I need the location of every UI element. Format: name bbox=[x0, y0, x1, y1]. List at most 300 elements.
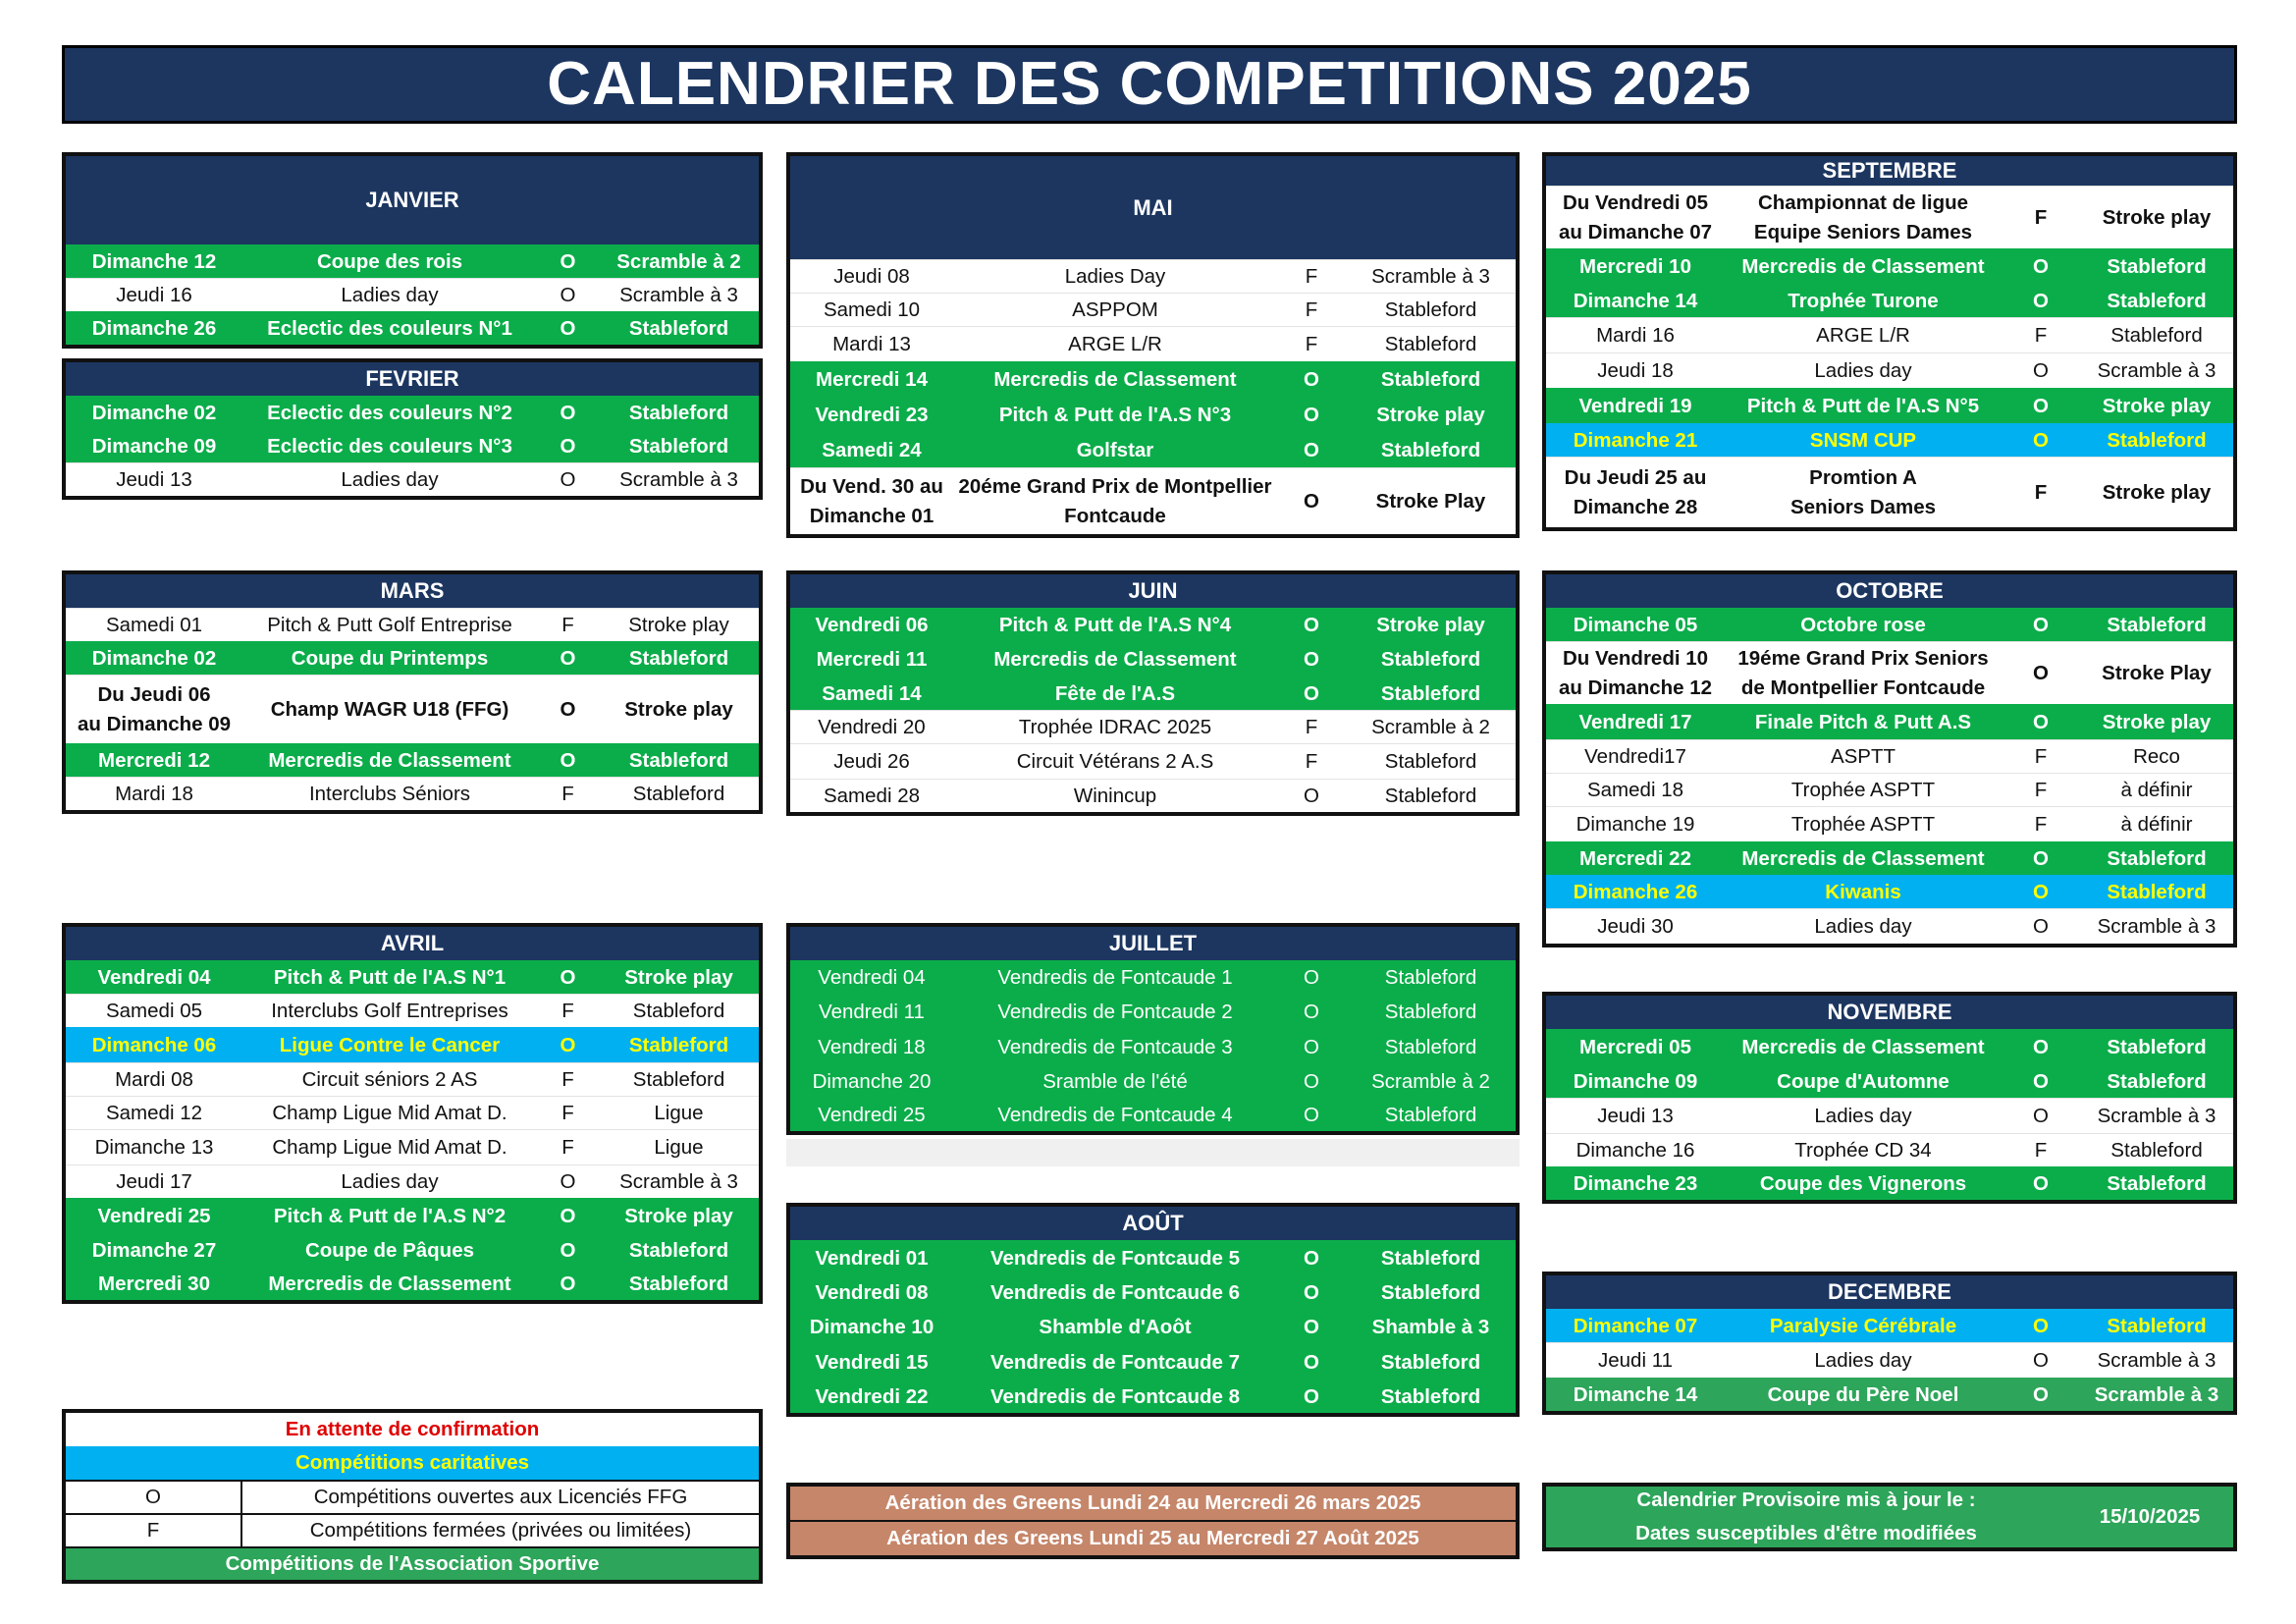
competition-row bbox=[1546, 908, 2233, 944]
competition-event: Fête de l'A.S bbox=[1054, 681, 1176, 705]
month-header: NOVEMBRE bbox=[1546, 996, 2233, 1029]
competition-event: Vendredis de Fontcaude 7 bbox=[989, 1350, 1241, 1374]
competition-format: Stableford bbox=[1384, 298, 1477, 321]
competition-access: O bbox=[560, 283, 576, 306]
competition-format: Scramble à 3 bbox=[2097, 914, 2216, 938]
competition-format: Stableford bbox=[2107, 613, 2207, 636]
competition-row bbox=[790, 1240, 1516, 1275]
competition-event: ASPPOM bbox=[1072, 298, 1158, 321]
competition-format: Stableford bbox=[1384, 749, 1477, 773]
competition-row bbox=[66, 429, 759, 462]
competition-access: F bbox=[561, 1135, 574, 1159]
competition-date: Dimanche 26 bbox=[91, 316, 217, 340]
competition-row bbox=[66, 608, 759, 641]
aeration-august: Aération des Greens Lundi 25 au Mercredi 27 Août 2025 bbox=[790, 1520, 1516, 1555]
competition-format: à définir bbox=[2120, 778, 2193, 801]
competition-event: Coupe d'Automne bbox=[1777, 1069, 1949, 1093]
competition-row bbox=[790, 467, 1516, 534]
competition-access: F bbox=[561, 999, 574, 1022]
competition-access: O bbox=[1304, 1246, 1319, 1270]
competition-access: O bbox=[1304, 367, 1319, 391]
competition-access: O bbox=[2033, 1035, 2049, 1058]
competition-event: Sramble de l'été bbox=[1042, 1069, 1188, 1093]
competition-date: Vendredi 20 bbox=[818, 715, 926, 738]
competition-access: O bbox=[560, 1033, 576, 1056]
competition-access: O bbox=[560, 1169, 576, 1193]
competition-format: Stableford bbox=[1384, 1035, 1477, 1058]
competition-format: Stableford bbox=[2107, 1314, 2207, 1337]
competition-row bbox=[66, 244, 759, 278]
month-juin bbox=[786, 570, 1520, 816]
competition-row bbox=[66, 1233, 759, 1267]
competition-row bbox=[790, 1098, 1516, 1131]
competition-format: Stableford bbox=[1384, 1103, 1477, 1126]
competition-event: Interclubs Séniors bbox=[308, 782, 471, 805]
competition-format: Stableford bbox=[2107, 1069, 2207, 1093]
competition-row bbox=[1546, 641, 2233, 704]
competition-row bbox=[1546, 1133, 2233, 1166]
competition-row bbox=[1546, 248, 2233, 284]
competition-format: Stableford bbox=[1380, 438, 1481, 461]
competition-event: Coupe du Père Noel bbox=[1767, 1382, 1959, 1406]
competition-row bbox=[790, 361, 1516, 397]
competition-format: Stroke play bbox=[1376, 613, 1485, 636]
aeration-march: Aération des Greens Lundi 24 au Mercredi 26 mars 2025 bbox=[790, 1487, 1516, 1520]
competition-format: Stableford bbox=[628, 434, 729, 458]
competition-date: Dimanche 26 bbox=[1573, 880, 1698, 903]
competition-event: ASPTT bbox=[1830, 744, 1896, 768]
competition-access: O bbox=[1304, 1350, 1319, 1374]
competition-format: à définir bbox=[2120, 812, 2193, 836]
competition-format: Stableford bbox=[632, 1067, 725, 1091]
competition-date: Dimanche 20 bbox=[812, 1069, 932, 1093]
competition-date: Dimanche 14 bbox=[1573, 289, 1698, 312]
competition-event: Mercredis de Classement bbox=[268, 1272, 511, 1295]
competition-row bbox=[66, 960, 759, 994]
competition-row bbox=[66, 1096, 759, 1129]
aeration-box bbox=[786, 1483, 1520, 1559]
competition-event: Octobre rose bbox=[1800, 613, 1926, 636]
competition-date: Vendredi 17 bbox=[1578, 710, 1692, 733]
competition-access: F bbox=[561, 1067, 574, 1091]
competition-access: F bbox=[1305, 749, 1318, 773]
competition-format: Stroke play bbox=[624, 965, 733, 989]
competition-date: Jeudi 18 bbox=[1597, 358, 1674, 382]
competition-row bbox=[790, 710, 1516, 743]
competition-access: O bbox=[1304, 403, 1319, 426]
competition-event: Eclectic des couleurs N°1 bbox=[267, 316, 512, 340]
competition-event: Shamble d'Aoôt bbox=[1039, 1315, 1192, 1338]
competition-event: Promtion A Seniors Dames bbox=[1789, 465, 1937, 518]
competition-row bbox=[790, 1344, 1516, 1380]
competition-access: O bbox=[1304, 681, 1319, 705]
competition-date: Vendredi 08 bbox=[815, 1280, 929, 1304]
competition-date: Mardi 16 bbox=[1596, 323, 1675, 347]
competition-date: Samedi 14 bbox=[822, 681, 922, 705]
calendar-update-date: 15/10/2025 bbox=[2099, 1505, 2201, 1528]
competition-event: Eclectic des couleurs N°2 bbox=[267, 401, 512, 424]
competition-row bbox=[790, 1064, 1516, 1098]
competition-date: Vendredi 06 bbox=[815, 613, 929, 636]
competition-access: O bbox=[2033, 1314, 2049, 1337]
competition-access: O bbox=[2033, 289, 2049, 312]
competition-row bbox=[1546, 806, 2233, 841]
competition-date: Mardi 13 bbox=[832, 332, 911, 355]
month-octobre bbox=[1542, 570, 2237, 947]
competition-access: F bbox=[561, 613, 574, 636]
competition-event: Trophée ASPTT bbox=[1790, 778, 1936, 801]
competition-date: Vendredi17 bbox=[1584, 744, 1686, 768]
competition-format: Stableford bbox=[1380, 647, 1481, 671]
competition-row bbox=[66, 396, 759, 429]
competition-row bbox=[1546, 317, 2233, 352]
legend-open bbox=[66, 1480, 759, 1513]
competition-event: Ladies day bbox=[1814, 914, 1912, 938]
separator-bar bbox=[786, 1139, 1520, 1166]
competition-event: Mercredis de Classement bbox=[1741, 254, 1985, 278]
legend-closed-label: Compétitions fermées (privées ou limitées) bbox=[309, 1519, 692, 1542]
competition-access: O bbox=[1304, 1384, 1319, 1408]
competition-event: Coupe des Vignerons bbox=[1759, 1171, 1967, 1195]
competition-row bbox=[1546, 704, 2233, 739]
competition-access: O bbox=[1304, 1315, 1319, 1338]
competition-format: Stableford bbox=[632, 999, 725, 1022]
competition-date: Mercredi 14 bbox=[816, 367, 928, 391]
competition-date: Du Jeudi 25 au Dimanche 28 bbox=[1564, 465, 1707, 518]
competition-row bbox=[66, 994, 759, 1027]
competition-date: Vendredi 04 bbox=[97, 965, 211, 989]
competition-format: Stableford bbox=[1380, 681, 1481, 705]
competition-format: Stroke play bbox=[624, 1204, 733, 1227]
competition-access: F bbox=[2034, 744, 2048, 768]
competition-row bbox=[1546, 1064, 2233, 1098]
competition-format: Stableford bbox=[1380, 1246, 1481, 1270]
competition-access: O bbox=[1304, 965, 1319, 989]
competition-date: Mercredi 05 bbox=[1579, 1035, 1691, 1058]
competition-event: Championnat de ligue Equipe Seniors Dames bbox=[1753, 190, 1973, 244]
competition-event: Coupe du Printemps bbox=[291, 646, 489, 670]
competition-format: Scramble à 3 bbox=[619, 467, 738, 491]
competition-format: Stableford bbox=[2107, 880, 2207, 903]
competition-date: Dimanche 21 bbox=[1573, 428, 1698, 452]
month-decembre bbox=[1542, 1272, 2237, 1415]
month-header: FEVRIER bbox=[66, 362, 759, 396]
competition-date: Du Jeudi 06 au Dimanche 09 bbox=[77, 682, 232, 735]
competition-row bbox=[1546, 1309, 2233, 1342]
competition-row bbox=[66, 641, 759, 675]
competition-format: Stableford bbox=[2107, 289, 2207, 312]
competition-date: Jeudi 11 bbox=[1598, 1348, 1673, 1372]
competition-event: Pitch & Putt de l'A.S N°5 bbox=[1746, 394, 1980, 417]
competition-event: 20éme Grand Prix de Montpellier Fontcaude bbox=[958, 474, 1272, 527]
month-mai bbox=[786, 152, 1520, 538]
competition-date: Mardi 08 bbox=[115, 1067, 193, 1091]
competition-format: Stableford bbox=[1380, 367, 1481, 391]
competition-date: Dimanche 09 bbox=[1573, 1069, 1698, 1093]
competition-event: Coupe des rois bbox=[316, 249, 463, 273]
competition-row bbox=[790, 994, 1516, 1029]
competition-date: Dimanche 12 bbox=[91, 249, 217, 273]
competition-event: Ladies day bbox=[1814, 1104, 1912, 1127]
competition-row bbox=[1546, 423, 2233, 457]
competition-row bbox=[1546, 608, 2233, 641]
competition-date: Du Vendredi 10 au Dimanche 12 bbox=[1558, 646, 1713, 699]
legend-association: Compétitions de l'Association Sportive bbox=[66, 1546, 759, 1580]
competition-event: Golfstar bbox=[1076, 438, 1154, 461]
competition-access: O bbox=[560, 401, 576, 424]
competition-event: Champ Ligue Mid Amat D. bbox=[272, 1101, 507, 1124]
competition-access: O bbox=[2033, 428, 2049, 452]
competition-access: O bbox=[560, 748, 576, 772]
competition-event: Ladies day bbox=[341, 283, 439, 306]
competition-date: Dimanche 14 bbox=[1573, 1382, 1698, 1406]
competition-row bbox=[790, 641, 1516, 677]
competition-event: Vendredis de Fontcaude 4 bbox=[997, 1103, 1233, 1126]
competition-event: Mercredis de Classement bbox=[1741, 846, 1985, 870]
competition-access: O bbox=[1304, 1035, 1319, 1058]
competition-event: Pitch & Putt de l'A.S N°1 bbox=[273, 965, 507, 989]
competition-row bbox=[790, 326, 1516, 361]
competition-event: Trophée IDRAC 2025 bbox=[1018, 715, 1212, 738]
competition-event: Pitch & Putt de l'A.S N°4 bbox=[998, 613, 1232, 636]
competition-row bbox=[66, 278, 759, 311]
competition-date: Vendredi 11 bbox=[819, 1000, 925, 1023]
competition-row bbox=[790, 1275, 1516, 1309]
competition-row bbox=[1546, 875, 2233, 908]
competition-event: Paralysie Cérébrale bbox=[1769, 1314, 1957, 1337]
competition-row bbox=[790, 1380, 1516, 1413]
competition-date: Mercredi 10 bbox=[1579, 254, 1691, 278]
competition-date: Mercredi 11 bbox=[816, 647, 928, 671]
competition-date: Mardi 18 bbox=[115, 782, 193, 805]
competition-access: O bbox=[1304, 1103, 1319, 1126]
calendar-note bbox=[1542, 1483, 2237, 1551]
competition-date: Du Vendredi 05 au Dimanche 07 bbox=[1558, 190, 1713, 244]
competition-access: F bbox=[1305, 298, 1318, 321]
competition-access: O bbox=[560, 434, 576, 458]
competition-row bbox=[66, 743, 759, 777]
competition-date: Samedi 18 bbox=[1586, 778, 1683, 801]
legend-open-label: Compétitions ouvertes aux Licenciés FFG bbox=[313, 1486, 688, 1508]
competition-row bbox=[66, 1129, 759, 1164]
competition-date: Samedi 24 bbox=[822, 438, 922, 461]
competition-event: 19éme Grand Prix Seniors de Montpellier Fontcaude bbox=[1737, 646, 1989, 699]
competition-date: Dimanche 16 bbox=[1575, 1138, 1695, 1162]
competition-format: Stroke play bbox=[628, 613, 729, 636]
competition-access: O bbox=[2033, 1104, 2049, 1127]
competition-access: O bbox=[1304, 438, 1319, 461]
competition-date: Jeudi 08 bbox=[833, 264, 910, 288]
competition-row bbox=[790, 677, 1516, 710]
competition-access: O bbox=[1304, 1280, 1319, 1304]
month-janvier bbox=[62, 152, 763, 349]
competition-row bbox=[790, 397, 1516, 432]
competition-event: Vendredis de Fontcaude 1 bbox=[997, 965, 1233, 989]
legend-open-key: O bbox=[66, 1482, 242, 1513]
competition-row bbox=[790, 779, 1516, 812]
competition-format: Scramble à 3 bbox=[2097, 1348, 2216, 1372]
competition-event: Circuit séniors 2 AS bbox=[301, 1067, 478, 1091]
competition-access: O bbox=[1304, 1069, 1319, 1093]
competition-access: O bbox=[1304, 784, 1319, 807]
competition-access: O bbox=[1304, 613, 1319, 636]
competition-format: Scramble à 3 bbox=[1371, 264, 1490, 288]
calendar-note-line1: Calendrier Provisoire mis à jour le : bbox=[1636, 1489, 1976, 1511]
competition-format: Stableford bbox=[1380, 1384, 1481, 1408]
competition-access: O bbox=[1304, 1000, 1319, 1023]
competition-row bbox=[1546, 352, 2233, 388]
competition-event: Coupe de Pâques bbox=[304, 1238, 474, 1262]
competition-event: Winincup bbox=[1073, 784, 1157, 807]
competition-event: Vendredis de Fontcaude 5 bbox=[989, 1246, 1241, 1270]
competition-date: Dimanche 23 bbox=[1573, 1171, 1698, 1195]
month-mars bbox=[62, 570, 763, 814]
legend-pending: En attente de confirmation bbox=[66, 1413, 759, 1446]
competition-format: Shamble à 3 bbox=[1371, 1315, 1490, 1338]
competition-access: O bbox=[560, 1272, 576, 1295]
competition-access: O bbox=[560, 965, 576, 989]
competition-event: Interclubs Golf Entreprises bbox=[271, 999, 508, 1022]
competition-format: Stableford bbox=[1380, 1350, 1481, 1374]
competition-access: O bbox=[560, 467, 576, 491]
competition-date: Dimanche 06 bbox=[91, 1033, 217, 1056]
competition-access: O bbox=[2033, 1382, 2049, 1406]
competition-date: Dimanche 27 bbox=[91, 1238, 217, 1262]
competition-event: Ladies day bbox=[341, 1169, 439, 1193]
competition-event: SNSM CUP bbox=[1809, 428, 1917, 452]
competition-date: Vendredi 18 bbox=[818, 1035, 926, 1058]
competition-date: Du Vend. 30 au Dimanche 01 bbox=[800, 474, 943, 527]
competition-event: ARGE L/R bbox=[1068, 332, 1162, 355]
competition-date: Vendredi 04 bbox=[818, 965, 926, 989]
competition-date: Mercredi 30 bbox=[98, 1272, 210, 1295]
competition-access: O bbox=[560, 249, 576, 273]
competition-date: Dimanche 02 bbox=[91, 646, 217, 670]
competition-access: O bbox=[2033, 394, 2049, 417]
competition-row bbox=[66, 1062, 759, 1096]
competition-event: Ladies day bbox=[1814, 358, 1912, 382]
month-header: OCTOBRE bbox=[1546, 574, 2233, 608]
month-fevrier bbox=[62, 358, 763, 500]
competition-access: O bbox=[2033, 914, 2049, 938]
competition-access: F bbox=[1305, 715, 1318, 738]
month-header: MARS bbox=[66, 574, 759, 608]
competition-access: O bbox=[2033, 1171, 2049, 1195]
competition-date: Vendredi 01 bbox=[815, 1246, 929, 1270]
competition-format: Scramble à 3 bbox=[2097, 358, 2216, 382]
month-header: JUILLET bbox=[790, 927, 1516, 960]
competition-access: F bbox=[2034, 205, 2048, 229]
competition-access: F bbox=[1305, 332, 1318, 355]
competition-format: Stroke Play bbox=[1375, 489, 1486, 513]
competition-date: Jeudi 17 bbox=[116, 1169, 192, 1193]
competition-date: Vendredi 22 bbox=[815, 1384, 929, 1408]
competition-format: Stroke play bbox=[624, 697, 733, 721]
competition-format: Stableford bbox=[1384, 965, 1477, 989]
competition-access: O bbox=[2033, 254, 2049, 278]
competition-row bbox=[1546, 1342, 2233, 1378]
competition-format: Stableford bbox=[1384, 784, 1477, 807]
competition-date: Jeudi 30 bbox=[1597, 914, 1674, 938]
competition-date: Jeudi 26 bbox=[833, 749, 910, 773]
competition-format: Stroke play bbox=[2102, 480, 2212, 504]
competition-date: Vendredi 19 bbox=[1578, 394, 1692, 417]
competition-event: Ladies day bbox=[1814, 1348, 1912, 1372]
legend-charity: Compétitions caritatives bbox=[66, 1446, 759, 1480]
competition-format: Stroke play bbox=[2102, 205, 2212, 229]
competition-row bbox=[1546, 1098, 2233, 1133]
competition-format: Stableford bbox=[2107, 428, 2207, 452]
competition-row bbox=[790, 293, 1516, 326]
competition-event: Trophée Turone bbox=[1788, 289, 1939, 312]
competition-access: O bbox=[560, 1204, 576, 1227]
competition-format: Stableford bbox=[628, 316, 729, 340]
competition-event: ARGE L/R bbox=[1816, 323, 1910, 347]
competition-access: O bbox=[2033, 613, 2049, 636]
competition-row bbox=[790, 608, 1516, 641]
competition-access: F bbox=[1305, 264, 1318, 288]
month-header: DECEMBRE bbox=[1546, 1275, 2233, 1309]
competition-date: Samedi 12 bbox=[105, 1101, 202, 1124]
competition-format: Stroke play bbox=[1376, 403, 1485, 426]
competition-date: Dimanche 05 bbox=[1573, 613, 1698, 636]
competition-format: Stroke Play bbox=[2102, 661, 2212, 684]
competition-access: F bbox=[2034, 778, 2048, 801]
competition-row bbox=[790, 743, 1516, 779]
competition-access: O bbox=[560, 1238, 576, 1262]
competition-event: Vendredis de Fontcaude 6 bbox=[989, 1280, 1241, 1304]
competition-format: Stableford bbox=[2107, 846, 2207, 870]
legend bbox=[62, 1409, 763, 1584]
competition-date: Vendredi 23 bbox=[815, 403, 929, 426]
competition-format: Stableford bbox=[2110, 1138, 2203, 1162]
competition-row bbox=[790, 1309, 1516, 1344]
competition-access: F bbox=[2034, 812, 2048, 836]
competition-event: Ladies day bbox=[341, 467, 439, 491]
page-title: CALENDRIER DES COMPETITIONS 2025 bbox=[62, 45, 2237, 124]
competition-access: F bbox=[561, 782, 574, 805]
competition-date: Mercredi 22 bbox=[1579, 846, 1691, 870]
competition-access: O bbox=[2033, 358, 2049, 382]
competition-date: Dimanche 09 bbox=[91, 434, 217, 458]
competition-event: Mercredis de Classement bbox=[993, 367, 1237, 391]
legend-closed bbox=[66, 1513, 759, 1546]
competition-format: Scramble à 3 bbox=[619, 1169, 738, 1193]
competition-format: Stableford bbox=[2110, 323, 2203, 347]
competition-event: Vendredis de Fontcaude 2 bbox=[997, 1000, 1233, 1023]
competition-event: Mercredis de Classement bbox=[268, 748, 511, 772]
competition-format: Stableford bbox=[1384, 332, 1477, 355]
competition-date: Jeudi 13 bbox=[1597, 1104, 1674, 1127]
competition-row bbox=[790, 432, 1516, 467]
competition-event: Pitch & Putt Golf Entreprise bbox=[267, 613, 512, 636]
competition-date: Vendredi 25 bbox=[818, 1103, 926, 1126]
competition-date: Mercredi 12 bbox=[98, 748, 210, 772]
competition-event: Circuit Vétérans 2 A.S bbox=[1016, 749, 1214, 773]
competition-event: Ladies Day bbox=[1064, 264, 1166, 288]
competition-format: Stableford bbox=[628, 401, 729, 424]
competition-event: Kiwanis bbox=[1825, 880, 1901, 903]
competition-format: Reco bbox=[2133, 744, 2180, 768]
competition-row bbox=[1546, 388, 2233, 423]
competition-row bbox=[1546, 841, 2233, 875]
competition-event: Champ Ligue Mid Amat D. bbox=[272, 1135, 507, 1159]
competition-format: Stableford bbox=[1380, 1280, 1481, 1304]
month-header: SEPTEMBRE bbox=[1546, 156, 2233, 186]
month-header: JANVIER bbox=[66, 156, 759, 244]
competition-row bbox=[66, 1267, 759, 1300]
competition-access: O bbox=[1304, 489, 1319, 513]
